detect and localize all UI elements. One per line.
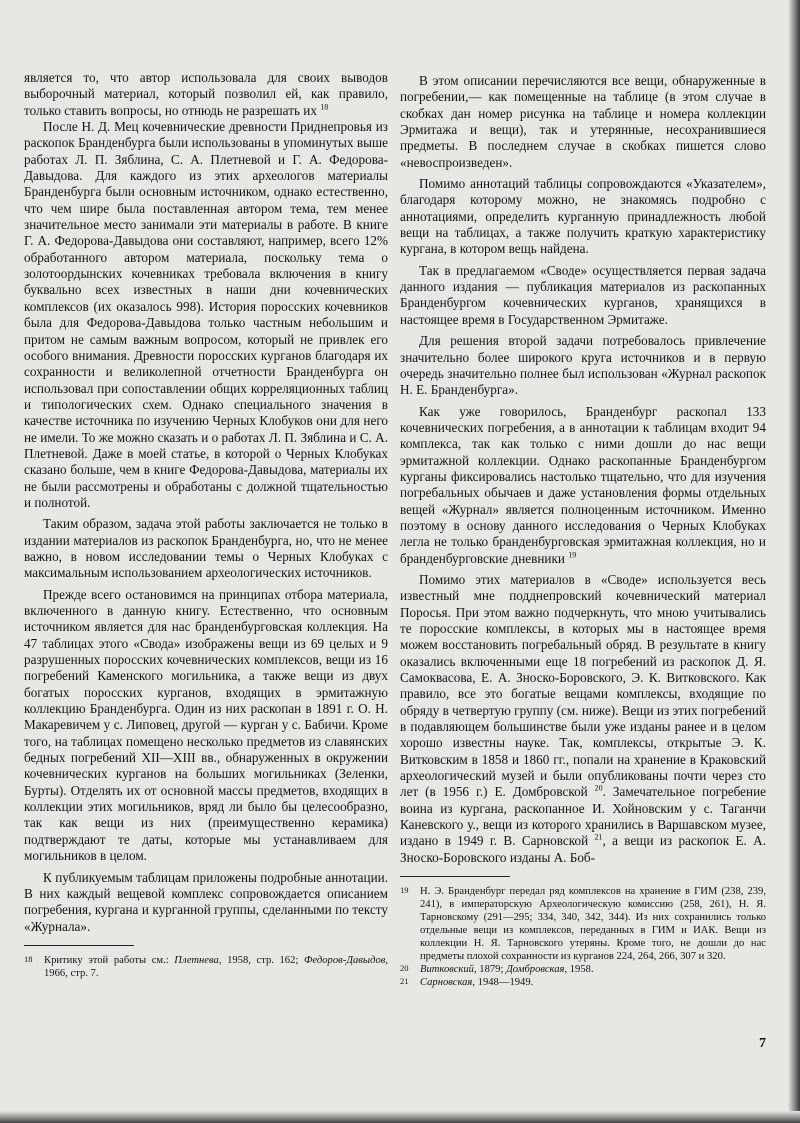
footnote-mark: 19 [400, 885, 409, 896]
footnote-divider [24, 945, 134, 946]
paragraph-text: , а вещи из раскопок Е. А. Зноско-Боровского изданы А. Боб- [400, 833, 766, 865]
paragraph: В этом описании перечисляются все вещи, обнаруженные в погребении,— как помещенные на таблице (в этом случае в скобках дан номер рисунка на таблице и номера коллекции Эрмитажа и вещи), так и утерянные, несохранившиеся предметы. В последнем случае в скобках пишется слово «невоспроизведен». [400, 73, 766, 170]
footnote-text: Н. Э. Бранденбург передал ряд комплексов на хранение в ГИМ (238, 239, 241), в императорскую Археологическую комиссию (258, 261), Н. Я. Тарновскому (291—295; 334, 340, 342, 344). Из них сохранились только отдельные вещи из комплексов, переданных в ГИМ и ИАК. Вещи из коллекции Н. Я. Тарновского утеряны. Кроме того, не дошли до нас предметы плохой сохранности из курганов 224, 264, 266, 307 и 320. [420, 886, 766, 963]
paragraph: Так в предлагаемом «Своде» осуществляется первая задача данного издания — публикация материалов из раскопанных Бранденбургом кочевнических курганов, хранящихся в настоящее время в Государственном Эрмитаже. [400, 262, 766, 327]
paragraph-text: . Замечательное погребение воина из кургана, раскопанное И. Хойновским у с. Таганчи Каневского у., вещи из которого хранились в Варшавском музее, издано в 1949 г. В. Сарновской [400, 784, 767, 849]
footnote-author: Витковский [420, 964, 474, 976]
paragraph-text: Как уже говорилось, Бранденбург раскопал 133 кочевнических погребения, а в аннотации к таблицам входит 94 комплекса, так как только с ними дошли до нас вещи эрмитажной коллекции. Однако раскопанные Бранденбургом курганы фиксировались настолько тщательно, что для изучения погребальных обычаев и даже установления формы отдельных вещей «Журнал» является полноценным источником. Именно поэтому в основу данного исследования о Черных Клобуках легла не только бранденбурговская эрмитажная коллекция, но и бранденбурговские дневники [400, 403, 766, 566]
footnote-text: , 1879; [473, 964, 507, 976]
paragraph [400, 404, 766, 567]
paragraph: Прежде всего остановимся на принципах отбора материала, включенного в данную книгу. Естественно, что основным источником является для нас бранденбурговская коллекция. На 47 таблицах этого «Свода» изображены вещи из 69 целых и 9 разрушенных поросских кочевнических комплексов, вещи из 16 погребений Каменского могильника, а также вещи из двух богатых поросских курганов, входящих в эрмитажную коллекцию Бранденбурга. Один из них раскопан в 1891 г. О. Н. Макаревичем у с. Липовец, другой — курган у с. Бабичи. Кроме того, на таблицах помещено несколько предметов из славянских бедных погребений XII—XIII вв., обнаруженных в окружении кочевнических курганов на больших могильниках (Зеленки, Бурты). Отделять их от основной массы предметов, входящих в коллекции этих могильников, вряд ли было бы целесообразно, так как вещи из них (преимущественно керамика) подтверждают те даты, которые мы устанавливаем для могильников в целом. [24, 586, 388, 864]
paragraph: Помимо аннотаций таблицы сопровождаются «Указателем», благодаря которому можно, не знакомясь подробно с аннотациями, определить курганную принадлежность любой вещи на таблицах, а также получить краткую характеристику кургана, в котором вещь найдена. [400, 176, 766, 257]
paragraph [400, 572, 766, 866]
paragraph: Для решения второй задачи потребовалось привлечение значительно более широкого круга источников и в первую очередь значительно полнее был использован «Журнал раскопок Н. Е. Бранденбурга». [400, 333, 766, 398]
footnote-ref: 19 [568, 550, 577, 560]
footnote-19 [400, 885, 766, 963]
paragraph: Таким образом, задача этой работы заключается не только в издании материалов из раскопок Бранденбурга, но, что не менее важно, в новом исследовании темы о Черных Клобуках с максимальным использованием археологических источников. [24, 516, 388, 581]
footnote-author: Домбровская [506, 964, 565, 976]
scan-edge-bottom [0, 1111, 800, 1123]
footnote-author: Сарновская [420, 977, 473, 989]
footnote-mark: 20 [400, 963, 409, 974]
footnote-21 [400, 976, 766, 989]
page-number: 7 [759, 1036, 766, 1051]
footnote-text: , 1948—1949. [472, 977, 534, 989]
left-column [24, 70, 388, 980]
footnote-text: , 1958, стр. 162; [218, 954, 304, 966]
footnote-20 [400, 963, 766, 976]
scan-edge-right [788, 0, 800, 1123]
footnote-divider [400, 876, 510, 877]
footnote-ref: 18 [320, 102, 329, 112]
footnote-18 [24, 954, 388, 980]
footnote-text: , 1958. [564, 964, 594, 976]
footnote-author: Плетнева [174, 954, 219, 966]
footnote-mark: 18 [24, 953, 33, 964]
paragraph [24, 70, 388, 119]
footnote-ref: 20 [594, 784, 603, 794]
paragraph: После Н. Д. Мец кочевнические древности Приднепровья из раскопок Бранденбурга были использованы в упоминутых выше работах Л. П. Зяблина, С. А. Плетневой и Г. А. Федорова-Давыдова. Для каждого из этих археологов материалы Бранденбурга были основным источником, однако естественно, что чем шире была поставленная автором тема, тем менее значительное место занимали эти материалы в работе. В книге Г. А. Федорова-Давыдова они составляют, например, всего 12% обработанного автором материала, поскольку тема о золотоордынских кочевниках требовала включения в книгу буквально всех известных в наши дни кочевнических комплексов (их оказалось 998). История поросских кочевников была для Федорова-Давыдова только частным небольшим и притом не самым важным вопросом, который не привлек его особого внимания. Древности поросских курганов благодаря их сохранности и великолепной отчетности Бранденбурга он использовал при сопоставлении общих корреляционных таблиц и типологических схем. Однако специального значения в качестве источника по изучению Черных Клобуков они для него не имели. То же можно сказать и о работах Л. П. Зяблина и С. А. Плетневой. Даже в моей статье, в которой о Черных Клобуках сказано больше, чем в книге Федорова-Давыдова, материалы их не были рассмотрены и обработаны с должной тщательностью и полнотой. [24, 119, 388, 510]
paragraph: К публикуемым таблицам приложены подробные аннотации. В них каждый вещевой комплекс сопровождается описанием погребения, кургана и курганной группы, сделанными по тексту «Журнала». [24, 869, 388, 934]
footnote-text: , 1966, стр. 7. [44, 954, 388, 979]
footnote-ref: 21 [594, 833, 603, 843]
right-column [400, 73, 766, 989]
footnote-text: Критику этой работы см.: [44, 954, 175, 966]
footnote-mark: 21 [400, 976, 409, 987]
paragraph-text: Помимо этих материалов в «Своде» используется весь известный мне подднепровский кочевнический материал Поросья. При этом важно подчеркнуть, что мною учитывались те поросские комплексы, в которых мы в настоящее время можем восстановить погребальный обряд. В результате в книгу оказались включенными еще 18 погребений из раскопок Д. Я. Самоквасова, Е. А. Зноско-Боровского, Э. К. Витковского. Как правило, все это богатые вещами комплексы, входящие по обряду в четвертую группу (см. ниже). Вещи из этих погребений в подавляющем большинстве были уже изданы ранее и в целом хорошо известны науке. Так, комплексы, открытые Э. К. Витковским в 1858 и 1860 гг., попали на хранение в Краковский археологический музей и были опубликованы почти через сто лет (в 1956 г.) Е. Домбровской [400, 571, 766, 800]
footnote-author: Федоров-Давыдов [303, 954, 386, 966]
paragraph-text: является то, что автор использовала для своих выводов выборочный материал, который позволил ей, как правило, только ставить вопросы, но отнюдь не разрешать их [24, 70, 388, 118]
